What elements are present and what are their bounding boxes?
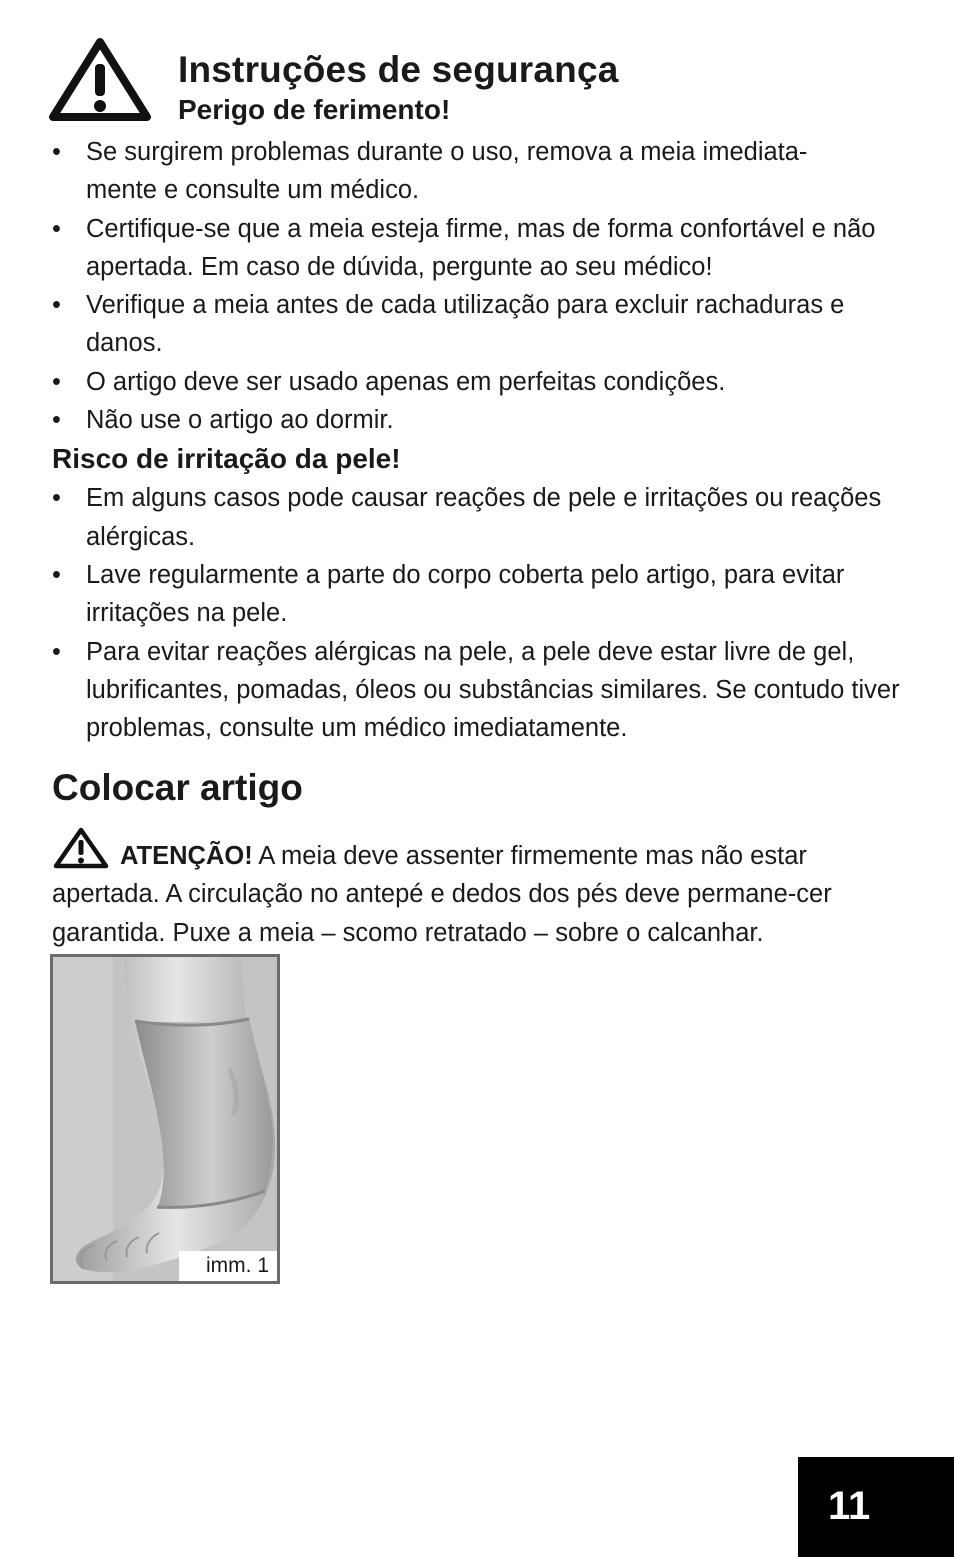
injury-list [52,133,912,439]
bullet: • [52,560,61,589]
bullet: • [52,406,61,435]
list-item-text: Para evitar reações alérgicas na pele, a pele deve estar livre de gel, lubrificantes, pomadas, óleos ou substâncias similares. Se contudo tiver problemas, consulte um médico imediatamente. [86,637,900,743]
fitting-title: Colocar artigo [52,767,303,808]
bullet: • [52,637,61,666]
bullet: • [52,484,61,513]
bullet: • [52,291,61,320]
list-item-text: Certifique-se que a meia esteja firme, mas de forma confortável e não apertada. Em caso de dúvida, pergunte ao seu médico! [86,214,876,281]
list-item [52,401,912,439]
skin-list [52,479,912,747]
warning-triangle-icon [52,826,110,870]
list-item-text: Verifique a meia antes de cada utilização para excluir rachaduras e danos. [86,291,845,358]
list-item [52,363,912,401]
injury-heading: Perigo de ferimento! [178,94,451,125]
page-number-box [798,1457,954,1557]
safety-title: Instruções de segurança [178,49,619,90]
list-item-text: Não use o artigo ao dormir. [86,406,394,435]
list-item-text: Se surgirem problemas durante o uso, remova a meia imediata- mente e consulte um médico. [86,138,808,205]
figure-foot-photo [50,954,280,1284]
list-item [52,633,912,748]
list-item [52,479,912,556]
attention-paragraph [52,826,912,952]
bullet: • [52,138,61,166]
list-item [52,286,912,363]
bullet: • [52,367,61,396]
injury-list-block [52,133,912,747]
warning-triangle-icon [48,36,152,122]
attention-label: ATENÇÃO! [120,842,253,870]
attention-text: A meia deve assenter firmemente mas não estar apertada. A circulação no antepé e dedos dos pés deve permane-cer garantida. Puxe a meia – scomo retratado – sobre o calcanhar. [52,842,832,947]
list-item [52,133,912,210]
bullet: • [52,214,61,243]
foot-with-ankle-sock-photo [53,957,277,1281]
list-item-text: Em alguns casos pode causar reações de pele e irritações ou reações alérgicas. [86,484,882,551]
skin-heading: Risco de irritação da pele! [52,443,401,475]
list-item [52,210,912,287]
figure-caption: imm. 1 [179,1251,277,1281]
page-number: 11 [828,1484,871,1528]
list-item-text: Lave regularmente a parte do corpo coberta pelo artigo, para evitar irritações na pele. [86,560,845,628]
list-item [52,556,912,633]
list-item-text: O artigo deve ser usado apenas em perfeitas condições. [86,367,726,396]
